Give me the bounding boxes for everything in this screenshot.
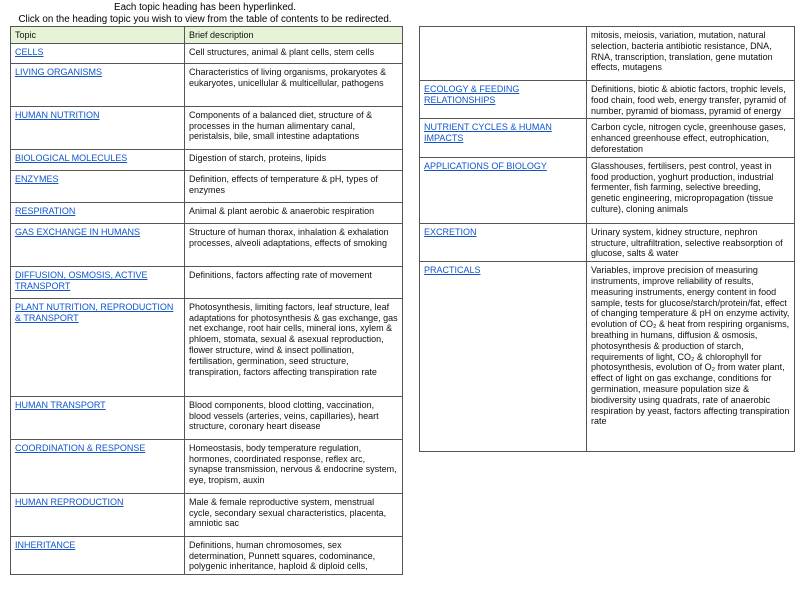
topic-link[interactable]: PLANT NUTRITION, REPRODUCTION & TRANSPORT <box>15 301 174 323</box>
table-row <box>11 223 403 266</box>
table-row <box>11 170 403 202</box>
topic-cell <box>420 81 587 119</box>
table-row <box>420 119 795 157</box>
topic-cell <box>11 106 185 149</box>
topic-cell <box>11 298 185 396</box>
topic-link[interactable]: BIOLOGICAL MOLECULES <box>15 152 128 163</box>
table-row <box>11 439 403 493</box>
table-row <box>11 149 403 170</box>
description-cell: Digestion of starch, proteins, lipids <box>185 149 403 170</box>
topic-link[interactable]: ENZYMES <box>15 173 59 184</box>
table-row <box>11 202 403 223</box>
topic-cell <box>420 27 587 81</box>
topic-cell <box>420 119 587 157</box>
topic-cell <box>11 266 185 298</box>
table-row <box>11 266 403 298</box>
table-row <box>11 493 403 536</box>
description-cell: Carbon cycle, nitrogen cycle, greenhouse gases, enhanced greenhouse effect, eutrophication, deforestation <box>587 119 795 157</box>
table-row <box>11 396 403 439</box>
topic-cell <box>11 43 185 63</box>
topic-cell <box>11 149 185 170</box>
description-cell: Definitions, biotic & abiotic factors, trophic levels, food chain, food web, energy transfer, pyramid of number, pyramid of biomass, pyramid of energy <box>587 81 795 119</box>
description-cell: Structure of human thorax, inhalation & exhalation processes, alveoli adaptations, effects of smoking <box>185 223 403 266</box>
description-cell: Definition, effects of temperature & pH, types of enzymes <box>185 170 403 202</box>
description-cell: Urinary system, kidney structure, nephron structure, ultrafiltration, selective reabsorption of glucose, salts & water <box>587 223 795 261</box>
contents-table-right <box>419 26 795 452</box>
topic-cell <box>11 202 185 223</box>
description-cell: Blood components, blood clotting, vaccination, blood vessels (arteries, veins, capillaries), heart structure, coronary heart disease <box>185 396 403 439</box>
description-cell: Definitions, factors affecting rate of movement <box>185 266 403 298</box>
description-cell: Photosynthesis, limiting factors, leaf structure, leaf adaptations for photosynthesis & gas exchange, gas net exchange, root hair cells, mineral ions, xylem & phloem, stomata, sexual & asexual reproduction, flower structure, wind & insect pollination, fertilisation, germination, seed structure, transpiration, factors affecting transpiration rate <box>185 298 403 396</box>
description-header: Brief description <box>185 27 403 44</box>
topic-link[interactable]: DIFFUSION, OSMOSIS, ACTIVE TRANSPORT <box>15 269 148 291</box>
topic-cell <box>11 396 185 439</box>
topic-link[interactable]: INHERITANCE <box>15 539 76 550</box>
topic-link[interactable]: COORDINATION & RESPONSE <box>15 442 146 453</box>
description-cell: Variables, improve precision of measuring instruments, improve reliability of results, measuring instruments, energy content in food sample, tests for glucose/starch/protein/fat, effect of changing temperature & pH on enzyme activity, evolution of CO₂ & heat from respiring organisms, breathing in humans, diffusion & osmosis, photosynthesis & production of starch, requirements of light, CO₂ & chlorophyll for photosynthesis, evolution of O₂ from water plant, effect of light on gas exchange, conditions for germination, measure population size & biodiversity using quadrats, rate of anaerobic respiration by yeast, factors affecting transpiration rate <box>587 262 795 452</box>
table-row <box>11 63 403 106</box>
table-row <box>420 157 795 223</box>
topic-link[interactable]: HUMAN NUTRITION <box>15 109 100 120</box>
table-row <box>11 536 403 574</box>
table-row <box>420 81 795 119</box>
description-cell: Characteristics of living organisms, prokaryotes & eukaryotes, unicellular & multicellular, pathogens <box>185 63 403 106</box>
table-row <box>11 43 403 63</box>
topic-cell <box>420 157 587 223</box>
topic-link[interactable]: EXCRETION <box>424 226 477 237</box>
topic-link[interactable]: HUMAN TRANSPORT <box>15 399 106 410</box>
topic-link[interactable]: LIVING ORGANISMS <box>15 66 103 77</box>
topic-link[interactable]: ECOLOGY & FEEDING RELATIONSHIPS <box>424 84 520 105</box>
topic-link[interactable]: NUTRIENT CYCLES & HUMAN IMPACTS <box>424 122 552 144</box>
topic-cell <box>420 223 587 261</box>
table-row <box>420 27 795 81</box>
topic-cell <box>11 536 185 574</box>
topic-cell <box>420 262 587 452</box>
description-cell: Homeostasis, body temperature regulation, hormones, coordinated response, reflex arc, synapse transmission, nervous & endocrine system, eye, tropism, auxin <box>185 439 403 493</box>
description-cell: mitosis, meiosis, variation, mutation, natural selection, bacteria antibiotic resistance, DNA, RNA, transcription, translation, gene mutation effects, mutagens <box>587 27 795 81</box>
description-cell: Components of a balanced diet, structure of & processes in the human alimentary canal, peristalsis, bile, small intestine adaptations <box>185 106 403 149</box>
topic-link[interactable]: RESPIRATION <box>15 205 76 216</box>
topic-cell <box>11 439 185 493</box>
topic-header: Topic <box>11 27 185 44</box>
topic-link[interactable]: HUMAN REPRODUCTION <box>15 496 124 507</box>
description-cell: Glasshouses, fertilisers, pest control, yeast in food production, yoghurt production, industrial fermenter, fish farming, selective breeding, genetic engineering, micropropagation (tissue culture), cloning animals <box>587 157 795 223</box>
topic-link[interactable]: GAS EXCHANGE IN HUMANS <box>15 226 141 237</box>
table-row <box>420 262 795 452</box>
intro-text <box>0 2 410 26</box>
intro-line-1: Each topic heading has been hyperlinked. <box>114 2 296 13</box>
description-cell: Male & female reproductive system, menstrual cycle, secondary sexual characteristics, placenta, amniotic sac <box>185 493 403 536</box>
table-row <box>11 298 403 396</box>
topic-cell <box>11 223 185 266</box>
topic-cell <box>11 170 185 202</box>
intro-line-2: Click on the heading topic you wish to view from the table of contents to be redirected. <box>18 14 392 25</box>
table-row <box>11 106 403 149</box>
table-header-row <box>11 27 403 44</box>
topic-link[interactable]: PRACTICALS <box>424 265 481 276</box>
description-cell: Animal & plant aerobic & anaerobic respiration <box>185 202 403 223</box>
contents-table-left <box>10 26 403 575</box>
table-row <box>420 223 795 261</box>
topic-cell <box>11 63 185 106</box>
description-cell: Cell structures, animal & plant cells, stem cells <box>185 43 403 63</box>
topic-link[interactable]: CELLS <box>15 46 44 57</box>
topic-link[interactable]: APPLICATIONS OF BIOLOGY <box>424 160 547 171</box>
description-cell: Definitions, human chromosomes, sex determination, Punnett squares, codominance, polygenic inheritance, haploid & diploid cells, <box>185 536 403 574</box>
topic-cell <box>11 493 185 536</box>
